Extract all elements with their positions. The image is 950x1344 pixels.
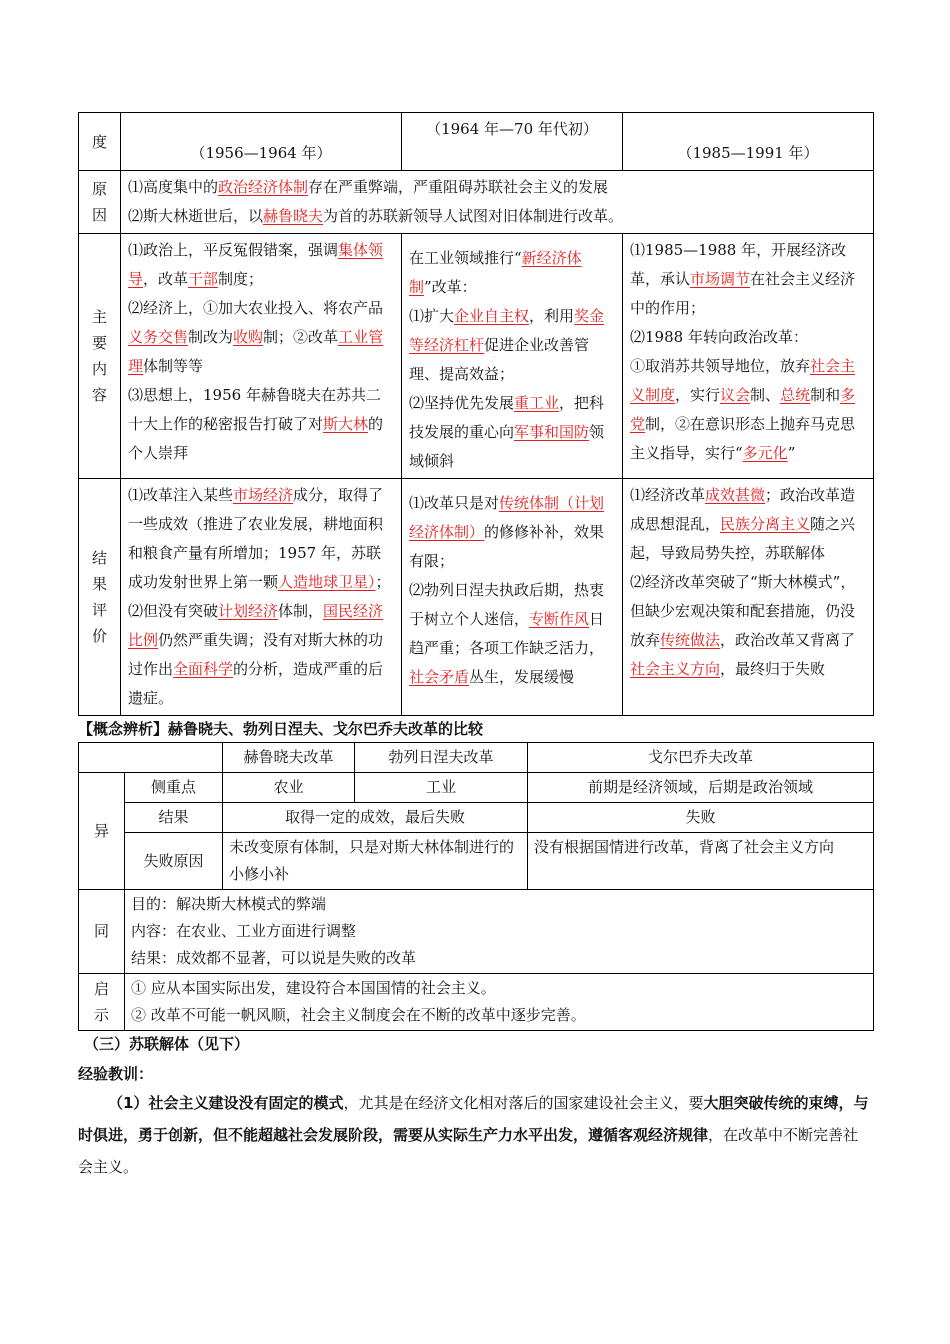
insight-cell: ① 应从本国实际出发，建设符合本国国情的社会主义。 ② 改革不可能一帆风顺，社会主义制度会在不断的改革中逐步完善。: [125, 974, 874, 1031]
focus-row: [79, 773, 874, 803]
reason-row: [79, 171, 874, 234]
brezhnev-period: （1964 年—70 年代初）: [402, 113, 623, 171]
gorbachev-period: （1985—1991 年）: [623, 113, 874, 171]
table-header-row: [79, 113, 874, 171]
concept-heading: 【概念辨析】赫鲁晓夫、勃列日涅夫、戈尔巴乔夫改革的比较: [78, 720, 484, 738]
header-khrushchev: 赫鲁晓夫改革: [223, 743, 355, 773]
result-row: [79, 479, 874, 716]
reform-comparison-table: [78, 112, 874, 716]
focus-khrushchev: 农业: [223, 773, 355, 803]
insight-label: 启 示: [79, 974, 125, 1031]
same-cell: 目的：解决斯大林模式的弊端 内容：在农业、工业方面进行调整 结果：成效都不显著，可以说是失败的改革: [125, 890, 874, 974]
fail-row: [79, 833, 874, 890]
same-label: 同: [79, 890, 125, 974]
fail-gorbachev: 没有根据国情进行改革，背离了社会主义方向: [528, 833, 874, 890]
focus-label: 侧重点: [125, 773, 223, 803]
brezhnev-content: 在工业领域推行“新经济体制”改革： ⑴扩大企业自主权，利用奖金等经济杠杆促进企业改善管理、提高效益； ⑵坚持优先发展重工业，把科技发展的重心向军事和国防领域倾斜: [402, 234, 623, 479]
result-compare-row: [79, 803, 874, 833]
gorbachev-result: ⑴经济改革成效甚微；政治改革造成思想混乱，民族分离主义随之兴起，导致局势失控，苏联解体 ⑵经济改革突破了“斯大林模式”，但缺少宏观决策和配套措施，仍没放弃传统做法，政治改革又背离了社会主义方向，最终归于失败: [623, 479, 874, 716]
page-content: [78, 112, 873, 1183]
focus-brezhnev: 工业: [355, 773, 528, 803]
concept-comparison-table: [78, 742, 874, 1031]
khrushchev-result: ⑴改革注入某些市场经济成分，取得了一些成效（推进了农业发展，耕地面积和粮食产量有所增加；1957 年，苏联成功发射世界上第一颗人造地球卫星）； ⑵但没有突破计划经济体制，国民经济比例仍然严重失调；没有对斯大林的功过作出全面科学的分析，造成严重的后遗症。: [121, 479, 402, 716]
row-label-result: 结 果 评 价: [79, 479, 121, 716]
row-label-reason: 原 因: [79, 171, 121, 234]
fail-khrushchev-brezhnev: 未改变原有体制，只是对斯大林体制进行的小修小补: [223, 833, 528, 890]
khrushchev-period: （1956—1964 年）: [121, 113, 402, 171]
result-khrushchev-brezhnev: 取得一定的成效，最后失败: [223, 803, 528, 833]
result-label: 结果: [125, 803, 223, 833]
lesson-paragraph: （1）社会主义建设没有固定的模式，尤其是在经济文化相对落后的国家建设社会主义，要大胆突破传统的束缚，与时俱进，勇于创新，但不能超越社会发展阶段，需要从实际生产力水平出发，遵循客观经济规律，在改革中不断完善社会主义。: [78, 1094, 869, 1176]
row-label-content: 主 要 内 容: [79, 234, 121, 479]
lessons-heading: 经验教训：: [78, 1065, 154, 1083]
concept-header-row: [79, 743, 874, 773]
row-label-du: 度: [79, 113, 121, 171]
section-heading: （三）苏联解体（见下）: [84, 1035, 250, 1053]
result-gorbachev: 失败: [528, 803, 874, 833]
gorbachev-content: ⑴1985—1988 年，开展经济改革，承认市场调节在社会主义经济中的作用； ⑵1988 年转向政治改革： ①取消苏共领导地位，放弃社会主义制度，实行议会制、总统制和多党制，②在意识形态上抛弃马克思主义指导，实行“多元化”: [623, 234, 874, 479]
content-row: [79, 234, 874, 479]
reason-cell: ⑴高度集中的政治经济体制存在严重弊端，严重阻碍苏联社会主义的发展 ⑵斯大林逝世后，以赫鲁晓夫为首的苏联新领导人试图对旧体制进行改革。: [121, 171, 874, 234]
header-brezhnev: 勃列日涅夫改革: [355, 743, 528, 773]
concept-corner: [79, 743, 223, 773]
diff-label: 异: [79, 773, 125, 890]
khrushchev-content: ⑴政治上，平反冤假错案，强调集体领导，改革干部制度； ⑵经济上，①加大农业投入、将农产品义务交售制改为收购制；②改革工业管理体制等等 ⑶思想上，1956 年赫鲁晓夫在苏共二十大上作的秘密报告打破了对斯大林的个人崇拜: [121, 234, 402, 479]
brezhnev-result: ⑴改革只是对传统体制（计划经济体制）的修修补补，效果有限； ⑵勃列日涅夫执政后期，热衷于树立个人迷信，专断作风日趋严重；各项工作缺乏活力，社会矛盾丛生，发展缓慢: [402, 479, 623, 716]
fail-label: 失败原因: [125, 833, 223, 890]
insight-row: [79, 974, 874, 1031]
same-row: [79, 890, 874, 974]
focus-gorbachev: 前期是经济领域，后期是政治领域: [528, 773, 874, 803]
header-gorbachev: 戈尔巴乔夫改革: [528, 743, 874, 773]
